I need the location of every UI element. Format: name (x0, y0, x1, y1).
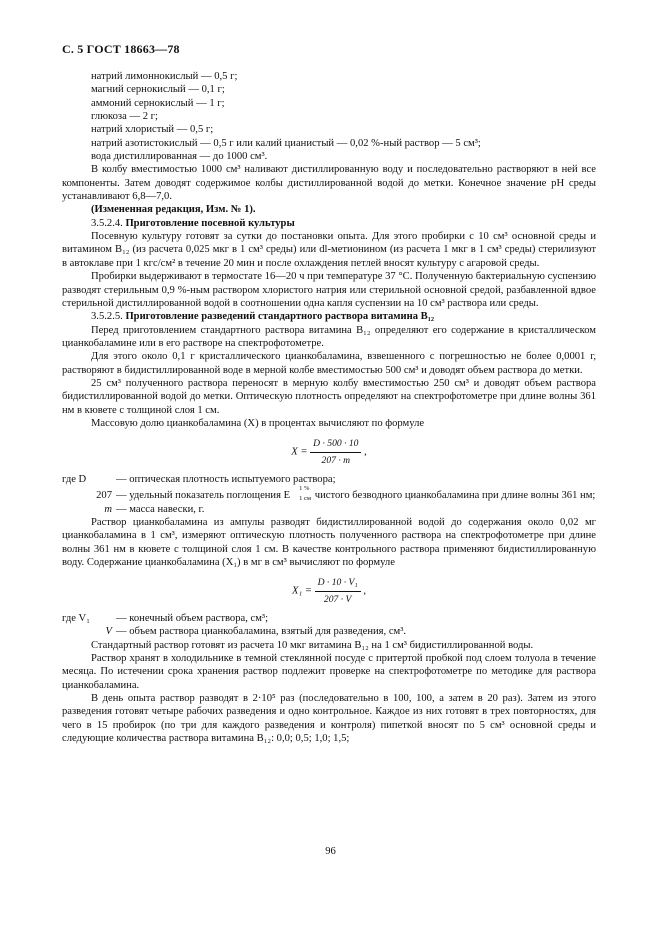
section-title: Приготовление разведений стандартного раствора витамина B₁₂ (125, 311, 435, 323)
formula-tail: , (363, 585, 367, 597)
list-item: магний сернокислый — 0,1 г; (91, 84, 225, 96)
definition-row (62, 485, 596, 503)
section-heading (62, 310, 596, 323)
list-item: аммоний сернокислый — 1 г; (91, 97, 225, 109)
definition-key: 207 (96, 490, 112, 502)
formula-fraction (315, 576, 361, 606)
formula-fraction (310, 437, 361, 467)
definition-value: — объем раствора цианкобаламина, взятый для разведения, см³. (116, 626, 407, 638)
coefficient-subscript: 1 см (299, 495, 311, 503)
definitions-2 (62, 612, 596, 639)
definition-row (62, 612, 596, 625)
paragraph: Массовую долю цианкобаламина (X) в процентах вычисляют по формуле (91, 417, 425, 429)
definition-text: чистого безводного цианкобаламина при длине волны 361 нм; (314, 490, 596, 502)
absorption-coefficient (290, 485, 312, 503)
list-item: натрий азотистокислый — 0,5 г или калий цианистый — 0,02 %-ный раствор — 5 см³; (91, 137, 481, 149)
paragraph: Раствор хранят в холодильнике в темной стеклянной посуде с притертой пробкой под слоем толуола в течение месяца. По истечении срока хранения раствор подлежит проверке на спектрофотометре по методике для раствора цианкобаламина. (62, 653, 596, 691)
list-item: натрий хлористый — 0,5 г; (91, 124, 214, 136)
paragraph: В колбу вместимостью 1000 см³ наливают дистиллированную воду и последовательно растворяют в ней все компоненты. Затем доводят содержимое колбы дистиллированной водой до метки. Конечное значение pH среды устанавливают 6,8—7,0. (62, 164, 596, 203)
page-number: 96 (325, 846, 336, 857)
paragraph: Стандартный раствор готовят из расчета 10 мкг витамина B₁₂ на 1 см³ бидистиллированной воды. (91, 639, 534, 651)
paragraph: Пробирки выдерживают в термостате 16—20 ч при температуре 37 °С. Полученную бактериальную суспензию разводят стерильным 0,9 %-ным раствором хлористого натрия или стерильной основной средой, разбавленной вдвое стерильной дистиллированной водой в соотношении одна капля суспензии на 10 см³ раствора или среды. (62, 271, 596, 309)
paragraph: Для этого около 0,1 г кристаллического цианкобаламина, взвешенного с погрешностью не более 0,0001 г, растворяют в бидистиллированной воде в мерной колбе вместимостью 500 см³ и доводят объем раствора до метки. (62, 351, 596, 376)
formula-denominator: 207 · V (323, 593, 352, 605)
section-title: Приготовление посевной культуры (125, 217, 295, 229)
ingredient-list (62, 70, 596, 163)
definitions-1 (62, 473, 596, 516)
page-header: С. 5 ГОСТ 18663—78 (62, 42, 180, 56)
coefficient-superscript: 1 % (299, 485, 310, 493)
definition-row (62, 473, 596, 486)
paragraph: 25 см³ полученного раствора переносят в мерную колбу вместимостью 250 см³ и доводят объем раствора бидистиллированной водой до метки. Оптическую плотность определяют на спектрофотометре при длине волны 361 нм в кювете с толщиной слоя 1 см. (62, 377, 596, 416)
formula-denominator: 207 · m (321, 454, 351, 466)
section-number: 3.5.2.4. (91, 217, 123, 229)
paragraph: Посевную культуру готовят за сутки до постановки опыта. Для этого пробирки с 10 см³ основной среды и витамином B₁₂ (из расчета 0,025 мкг в 1 см³ среды) или dl-метионином (из расчета 1 мкг в 1 см³ среды) стерилизуют в автоклаве при 1 кгс/см² в течение 20 мин и после охлаждения петлей вносят культуру с агаровой среды. (62, 231, 596, 269)
formula-mass-fraction (62, 437, 596, 467)
edition-note: (Измененная редакция, Изм. № 1). (91, 204, 256, 216)
list-item: вода дистиллированная — до 1000 см³. (91, 151, 268, 163)
formula-numerator: D · 10 · V₁ (315, 576, 361, 591)
paragraph: Перед приготовлением стандартного раствора витамина B₁₂ определяют его содержание в кристаллическом цианкобаламине или в его растворе на спектрофотометре. (62, 324, 596, 349)
formula-lhs: X₁ = (291, 585, 312, 597)
formula-content (62, 576, 596, 606)
definition-row (62, 625, 596, 638)
section-heading (62, 217, 596, 230)
definition-row (62, 503, 596, 516)
definition-value: — масса навески, г. (116, 503, 205, 515)
definition-key: где D (62, 473, 87, 485)
definition-value: — оптическая плотность испытуемого раствора; (116, 473, 336, 485)
paragraph: Раствор цианкобаламина из ампулы разводят бидистиллированной водой до содержания около 0,02 мг цианкобаламина в 1 см³, измеряют оптическую плотность полученного раствора на спектрофотометре при длине волны 361 нм в кювете с толщиной слоя 1 см. В качестве контрольного раствора применяют бидистиллированную воду. Содержание цианкобаламина (X₁) в мг в см³ вычисляют по формуле (62, 517, 596, 569)
definition-text: — удельный показатель поглощения E (116, 490, 291, 502)
formula-tail: , (364, 446, 367, 458)
formula-numerator: D · 500 · 10 (310, 437, 361, 452)
definition-value: — конечный объем раствора, см³; (116, 613, 269, 625)
definition-value (116, 485, 596, 503)
list-item: глюкоза — 2 г; (91, 111, 158, 123)
definition-key: V (105, 626, 112, 638)
definition-key: m (104, 503, 112, 515)
section-number: 3.5.2.5. (91, 311, 123, 323)
document-body (62, 70, 596, 746)
definition-key: где V₁ (62, 613, 90, 625)
list-item: натрий лимоннокислый — 0,5 г; (91, 71, 238, 82)
paragraph: В день опыта раствор разводят в 2·10⁵ раз (последовательно в 100, 100, а затем в 20 раз). Затем из этого разведения готовят четыре рабочих разведения и одно контрольное. Каждое из них готовят в трех повторностях, для чего в 15 пробирок (по три для каждого разведения и контроля) пипеткой вносят по 5 см³ основной среды и следующие количества раствора витамина B₁₂: 0,0; 0,5; 1,0; 1,5; (62, 693, 596, 745)
formula-lhs: X = (291, 446, 308, 458)
